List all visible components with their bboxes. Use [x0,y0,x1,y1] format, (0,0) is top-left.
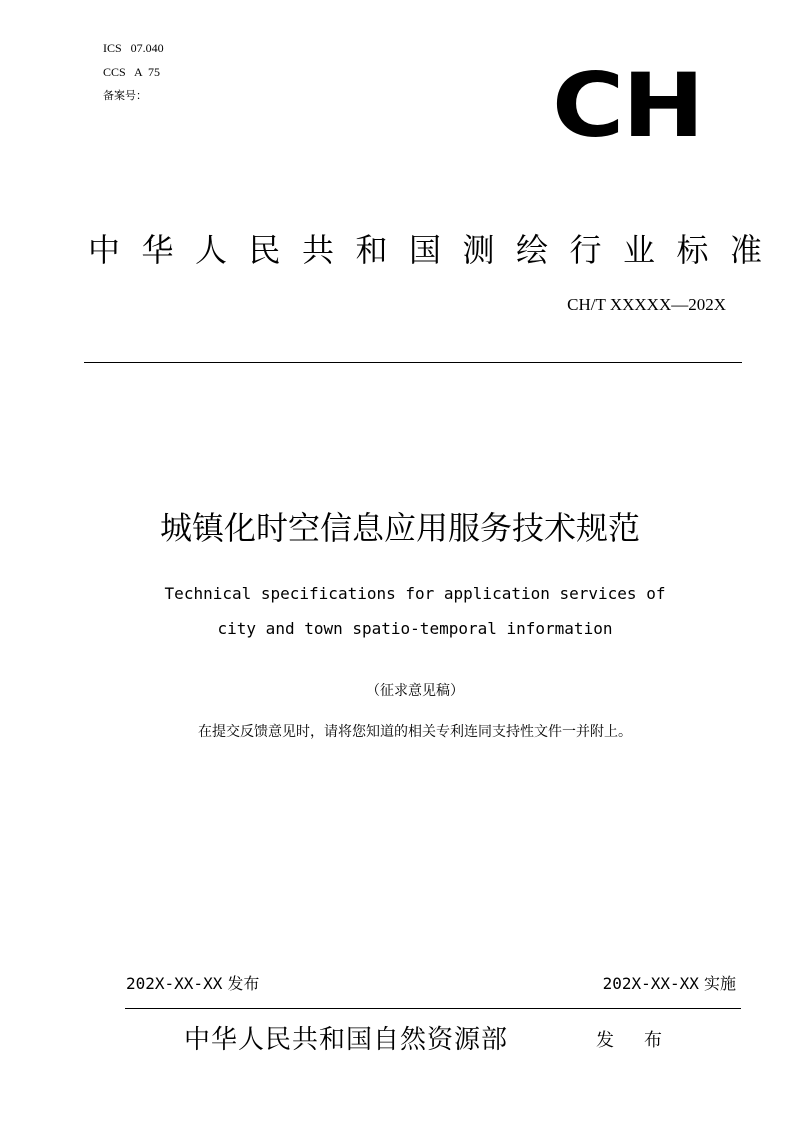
implement-date-block [603,972,736,996]
draft-status: （征求意见稿） [366,683,464,699]
release-date-block [126,972,259,996]
ccs-code: CCS A 75 [103,65,161,79]
bottom-divider [125,1008,741,1009]
issuing-authority: 中华人民共和国自然资源部 [184,1025,509,1055]
release-date: 202X-XX-XX [126,974,223,993]
standard-category-title: 中华人民共和国测绘行业标准 [88,231,784,269]
issue-label: 发布 [596,1030,692,1051]
implement-date: 202X-XX-XX [602,974,699,993]
ch-logo: CH [552,54,703,157]
standard-code: CH/T XXXXX—202X [567,295,726,314]
document-title-en-line2: city and town spatio-temporal information [217,619,613,638]
document-title-en-line1: Technical specifications for application services of [164,584,666,603]
release-label: 发布 [227,974,260,993]
ics-code: ICS 07.040 [103,41,164,55]
document-title-cn: 城镇化时空信息应用服务技术规范 [159,509,640,547]
top-divider [84,362,742,363]
filing-number-label: 备案号： [103,89,147,102]
patent-notice: 在提交反馈意见时，请将您知道的相关专利连同支持性文件一并附上。 [198,724,632,740]
implement-label: 实施 [703,974,736,993]
